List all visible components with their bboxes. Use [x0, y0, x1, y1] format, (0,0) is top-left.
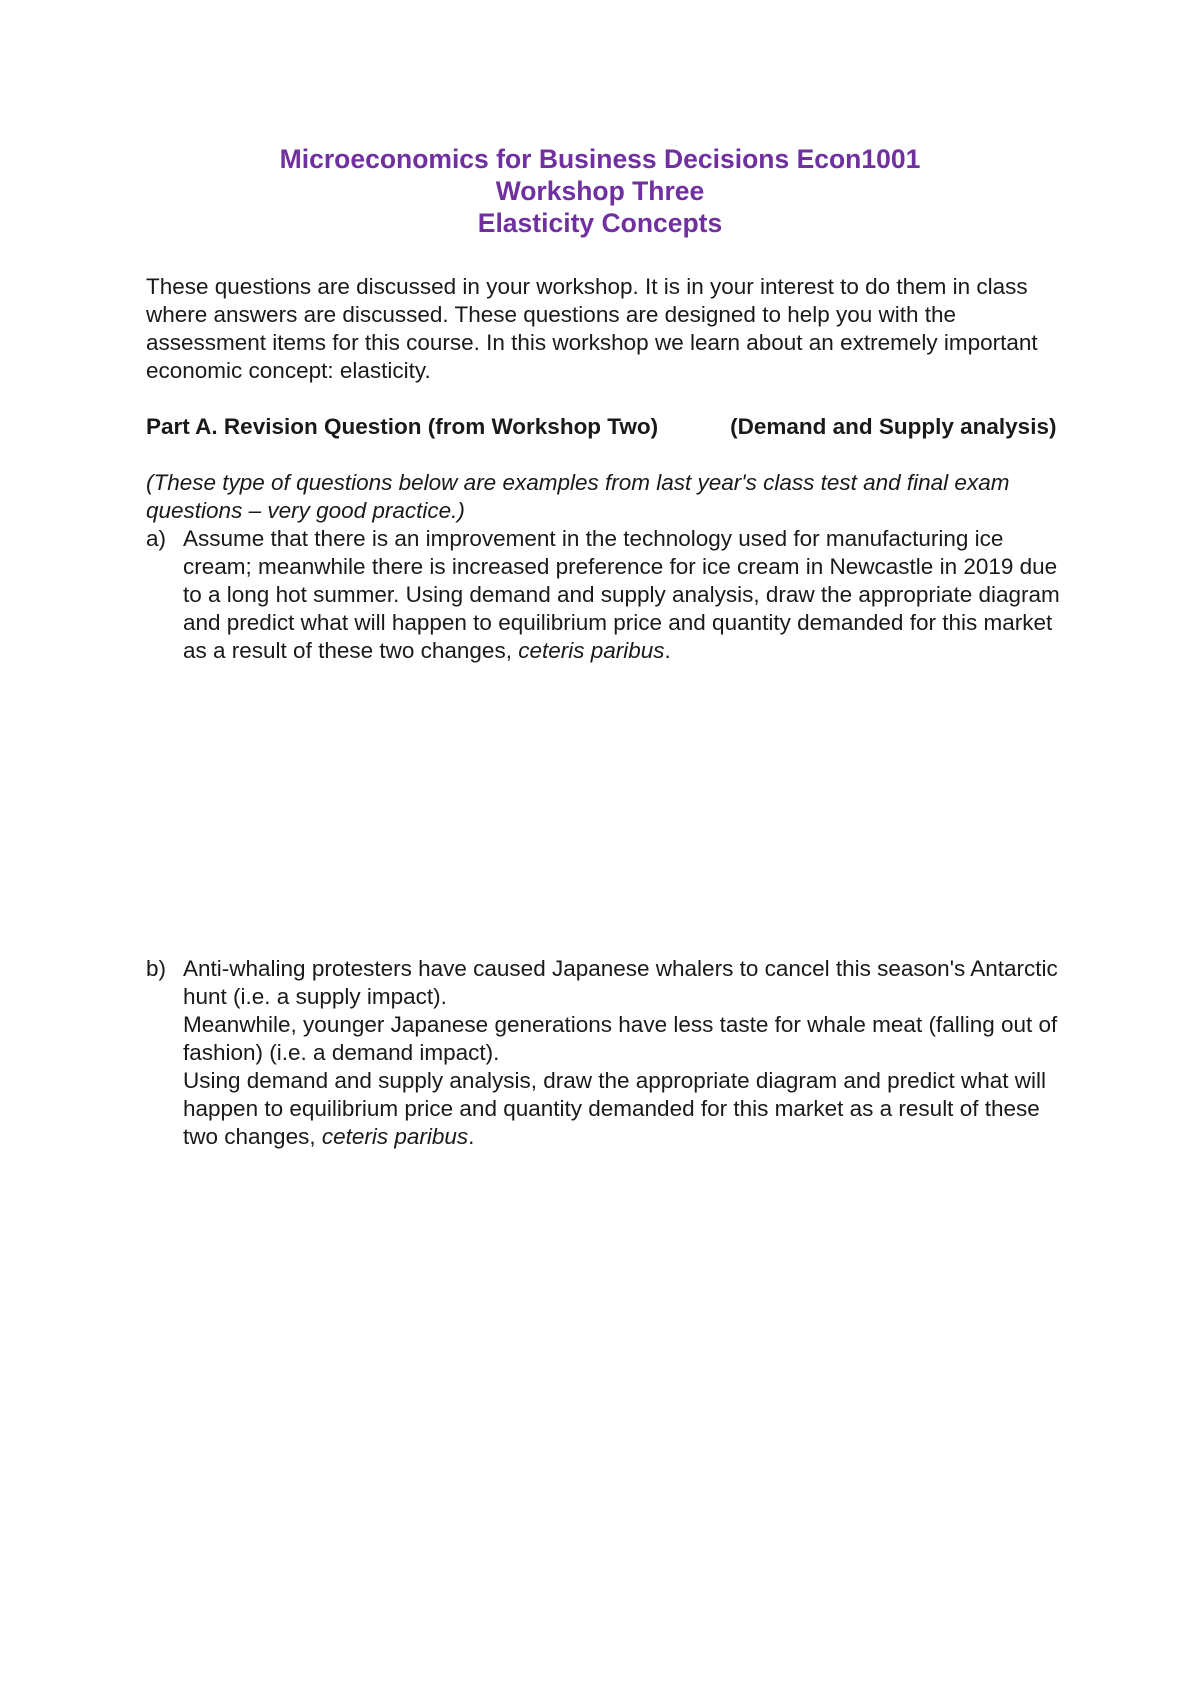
workshop-title: Workshop Three: [495, 176, 705, 206]
question-a-end: .: [664, 638, 671, 663]
question-a-text: Assume that there is an improvement in the technology used for manufacturing ice cream; meanwhile there is increased preference for ice cream in Newcastle in 2019 due to a long hot summer. Using demand and supply analysis, draw the appropriate diagram and predict what will happen to equilibrium price and quantity demanded for this market as a result of these two changes,: [183, 526, 1060, 663]
question-b-marker: b): [146, 956, 167, 981]
question-b-body: [183, 955, 1070, 1151]
practice-note: (These type of questions below are examples from last year's class test and final exam questions – very good practice.): [146, 470, 1010, 523]
topic-title: Elasticity Concepts: [477, 208, 723, 238]
part-a-heading: [146, 413, 1070, 441]
question-a: [146, 525, 1070, 665]
question-b-para1: Anti-whaling protesters have caused Japanese whalers to cancel this season's Antarctic hunt (i.e. a supply impact).: [183, 956, 1058, 1009]
document-title: [130, 143, 1070, 239]
intro-paragraph: These questions are discussed in your workshop. It is in your interest to do them in class where answers are discussed. These questions are designed to help you with the assessment items for this course. In this workshop we learn about an extremely important economic concept: elasticity.: [146, 274, 1038, 383]
question-b: [146, 955, 1070, 1151]
question-b-para3-text: Using demand and supply analysis, draw the appropriate diagram and predict what will happen to equilibrium price and quantity demanded for this market as a result of these two changes,: [183, 1068, 1046, 1149]
course-title: Microeconomics for Business Decisions Econ1001: [279, 144, 921, 174]
part-a-heading-right: (Demand and Supply analysis): [730, 414, 1057, 439]
question-b-para3-emphasis: ceteris paribus: [321, 1124, 469, 1149]
question-b-para2: Meanwhile, younger Japanese generations have less taste for whale meat (falling out of fashion) (i.e. a demand impact).: [183, 1012, 1058, 1065]
question-b-para3-end: .: [468, 1124, 475, 1149]
part-a-heading-left: Part A. Revision Question (from Workshop Two): [146, 414, 659, 439]
question-a-marker: a): [146, 526, 167, 551]
question-a-body: [183, 525, 1070, 665]
question-a-emphasis: ceteris paribus: [518, 638, 665, 663]
